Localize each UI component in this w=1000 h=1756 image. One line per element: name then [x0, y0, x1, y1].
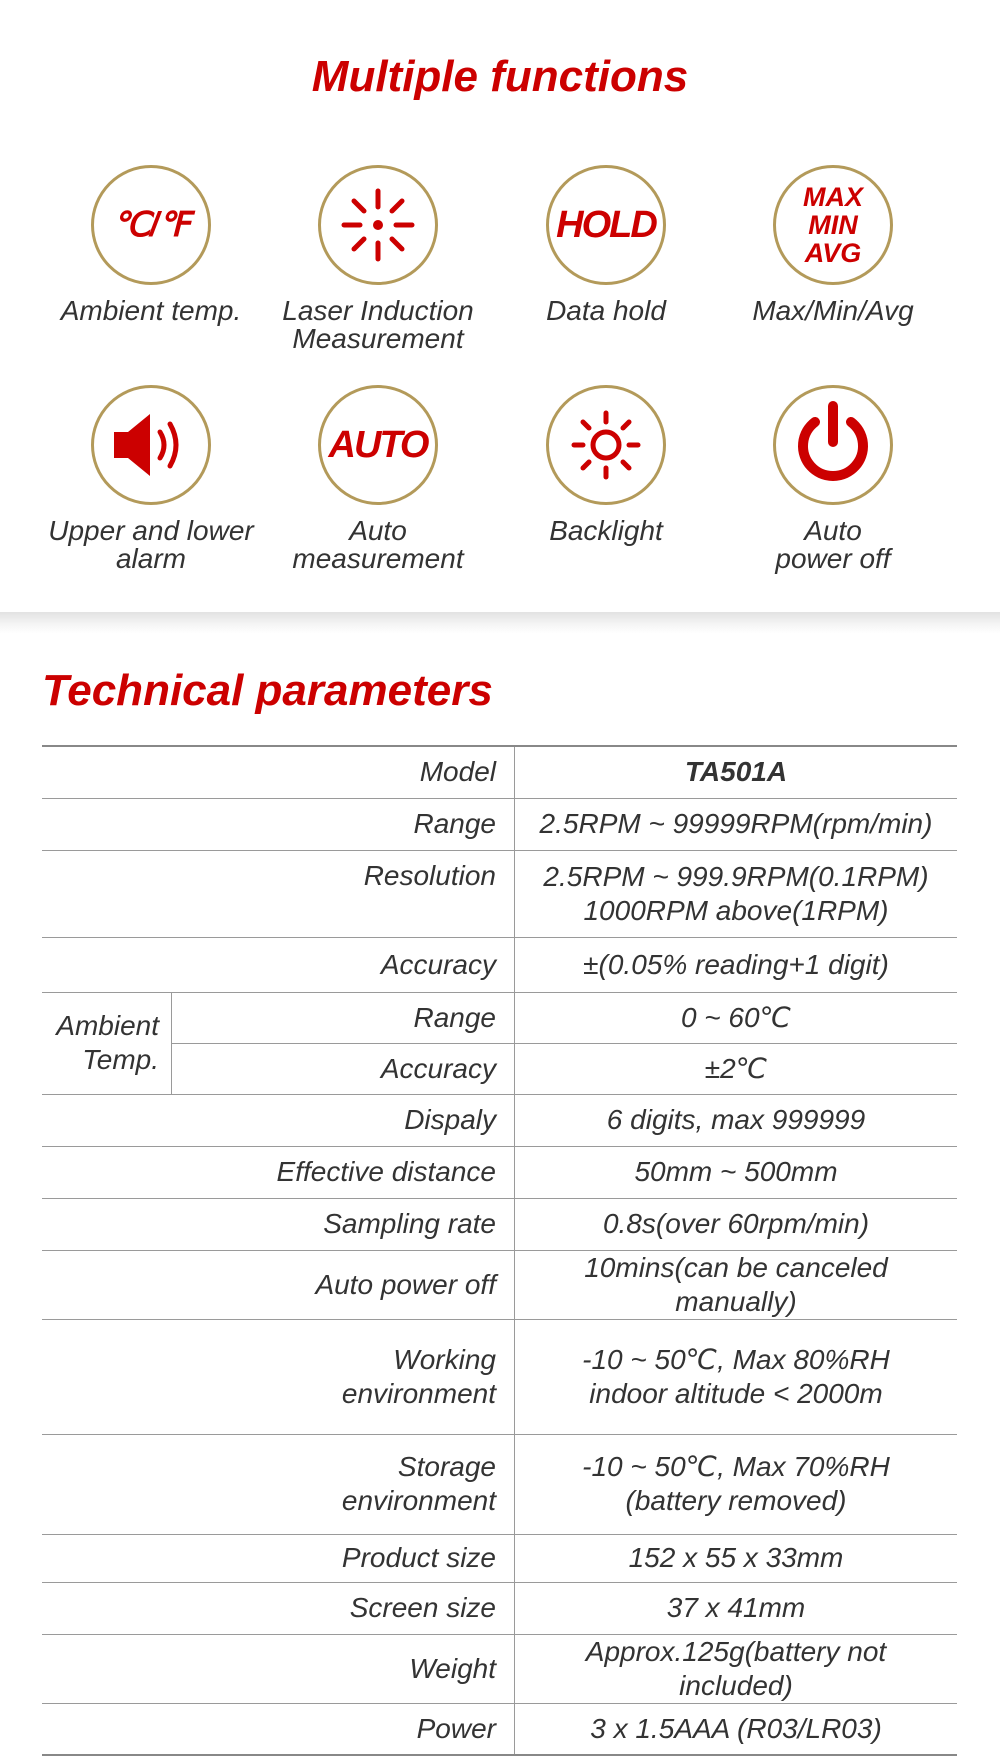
table-row: [42, 1094, 957, 1146]
power-svg: [788, 400, 878, 490]
feature-label: Backlight: [549, 515, 663, 546]
table-row: [42, 1319, 957, 1434]
table-row: [42, 1582, 957, 1634]
sun-icon: [546, 385, 666, 505]
speaker-icon: [91, 385, 211, 505]
laser-burst-svg: [338, 185, 418, 265]
param-value: 50mm ~ 500mm: [515, 1146, 958, 1198]
table-row: [42, 1146, 957, 1198]
feature-backlight: [491, 385, 721, 545]
section-divider: [0, 612, 1000, 634]
param-label: Storage environment: [42, 1434, 515, 1534]
table-row: [42, 937, 957, 992]
table-row: [42, 1703, 957, 1755]
param-label: Power: [42, 1703, 515, 1755]
param-value: Approx.125g(battery not included): [515, 1634, 958, 1703]
param-value: -10 ~ 50℃, Max 80%RH indoor altitude < 2000m: [515, 1319, 958, 1434]
feature-label: Max/Min/Avg: [752, 295, 914, 326]
functions-title: Multiple functions: [311, 52, 689, 101]
param-label: Working environment: [42, 1319, 515, 1434]
feature-data-hold: [491, 165, 721, 325]
feature-laser: [263, 165, 493, 353]
ambient-temp-group-label: Ambient Temp.: [42, 992, 172, 1094]
param-value: 2.5RPM ~ 999.9RPM(0.1RPM) 1000RPM above(1RPM): [515, 850, 958, 937]
celsius-fahrenheit-icon: ℃/℉: [91, 165, 211, 285]
feature-max-min-avg: [718, 165, 948, 325]
param-label: Accuracy: [42, 937, 515, 992]
feature-ambient-temp: [36, 165, 266, 325]
functions-section: [0, 0, 1000, 612]
param-label: Range: [42, 798, 515, 850]
table-row: [42, 1043, 957, 1094]
param-label: Dispaly: [42, 1094, 515, 1146]
table-row: [42, 1198, 957, 1250]
param-value: 2.5RPM ~ 99999RPM(rpm/min): [515, 798, 958, 850]
param-value: ±2℃: [515, 1043, 958, 1094]
max-min-avg-icon: MAX MIN AVG: [773, 165, 893, 285]
table-row: [42, 798, 957, 850]
param-value: 0 ~ 60℃: [515, 992, 958, 1043]
param-value: 6 digits, max 999999: [515, 1094, 958, 1146]
feature-label: Upper and lower alarm: [48, 515, 254, 574]
hold-icon: HOLD: [546, 165, 666, 285]
speaker-svg: [108, 410, 194, 480]
param-value: 3 x 1.5AAA (R03/LR03): [515, 1703, 958, 1755]
table-row: [42, 1534, 957, 1582]
tech-params-table: [42, 745, 957, 1756]
table-row: [42, 1434, 957, 1534]
feature-alarm: [36, 385, 266, 573]
feature-auto-power-off: [718, 385, 948, 573]
feature-auto-measurement: [263, 385, 493, 573]
param-value: 37 x 41mm: [515, 1582, 958, 1634]
param-label: Auto power off: [42, 1250, 515, 1319]
sun-svg: [566, 405, 646, 485]
param-value: TA501A: [515, 746, 958, 798]
feature-label: Data hold: [546, 295, 666, 326]
param-label: Product size: [42, 1534, 515, 1582]
param-label: Effective distance: [42, 1146, 515, 1198]
table-row: [42, 746, 957, 798]
table-row: [42, 850, 957, 937]
param-label: Resolution: [42, 850, 515, 937]
param-label: Model: [42, 746, 515, 798]
param-value: ±(0.05% reading+1 digit): [515, 937, 958, 992]
feature-label: Auto measurement: [292, 515, 464, 574]
feature-label: Ambient temp.: [60, 295, 242, 326]
table-row: [42, 1634, 957, 1703]
feature-label: Auto power off: [775, 515, 891, 574]
param-value: 152 x 55 x 33mm: [515, 1534, 958, 1582]
table-row: [42, 992, 957, 1043]
laser-icon: [318, 165, 438, 285]
param-label: Sampling rate: [42, 1198, 515, 1250]
param-value: 10mins(can be canceled manually): [515, 1250, 958, 1319]
param-label: Weight: [42, 1634, 515, 1703]
param-value: -10 ~ 50℃, Max 70%RH (battery removed): [515, 1434, 958, 1534]
auto-icon: AUTO: [318, 385, 438, 505]
param-label: Accuracy: [172, 1043, 515, 1094]
tech-title: Technical parameters: [42, 666, 493, 715]
feature-label: Laser Induction Measurement: [282, 295, 474, 354]
table-row: [42, 1250, 957, 1319]
param-label: Range: [172, 992, 515, 1043]
param-label: Screen size: [42, 1582, 515, 1634]
param-value: 0.8s(over 60rpm/min): [515, 1198, 958, 1250]
power-icon: [773, 385, 893, 505]
